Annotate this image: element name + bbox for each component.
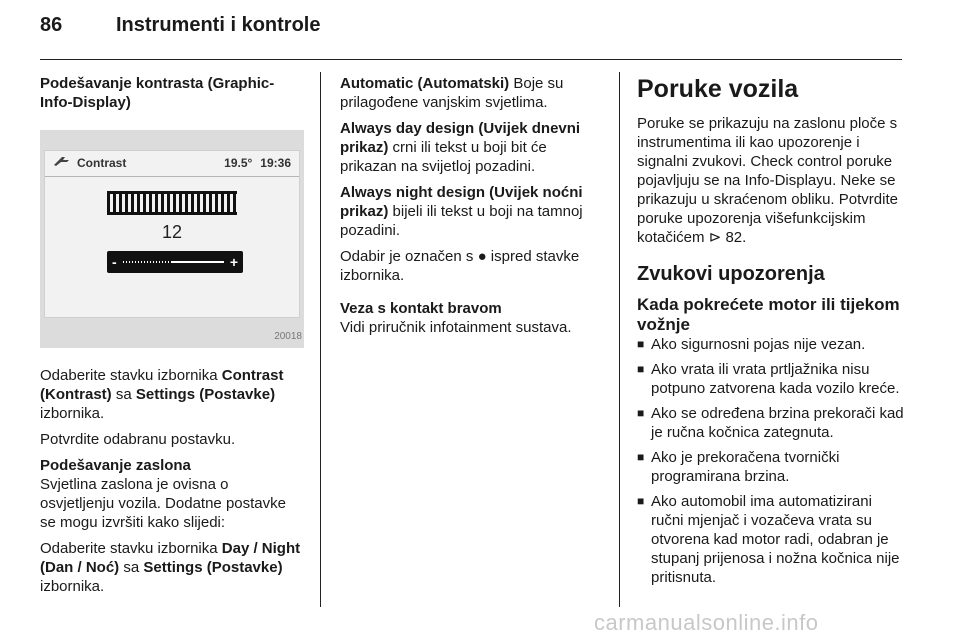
page-header [40,14,320,54]
list-item: ■ Ako automobil ima automatizirani ručni mjenjač i vozačeva vrata su otvorena kad motor radi, odabran je stupanj prijenosa i nožna kočnica nije pritisnuta. [637,492,905,587]
header-rule [40,59,902,60]
section-heading-contrast: Podešavanje kontrasta (Graphic-Info-Display) [40,75,275,111]
selected-dot-icon: ● [477,248,487,265]
column-divider [320,72,321,607]
paragraph: Odabir je označen s ● ispred stavke izbornika. [340,248,580,284]
paragraph: Potvrdite odabranu postavku. [40,431,236,448]
slider-track [123,261,224,263]
paragraph: Odaberite stavku izbornika Contrast (Kontrast) sa Settings (Postavke) izbornika. [40,367,284,422]
section-title-warning-chimes: Zvukovi upozorenja [637,263,825,285]
screen-title: Contrast [77,156,127,170]
paragraph: Odaberite stavku izbornika Day / Night (Dan / Noć) sa Settings (Postavke) izbornika. [40,540,301,595]
section-title-vehicle-messages: Poruke vozila [637,75,799,103]
paragraph: Vidi priručnik infotainment sustava. [340,319,572,336]
column-3 [637,74,905,593]
section-heading-ignition: Veza s kontakt bravom [340,300,502,317]
display-screen [44,150,300,318]
list-item: ■ Ako sigurnosni pojas nije vezan. [637,335,905,354]
minus-icon: - [112,253,117,270]
column-2 [340,74,602,344]
screen-status-bar [45,151,299,177]
contrast-value: 12 [161,222,183,242]
page-reference: ⊳ 82. [708,229,747,246]
list-item: ■ Ako se određena brzina prekorači kad je ručna kočnica zategnuta. [637,404,905,442]
option-day-design: Always day design (Uvijek dnevni prikaz) crni ili tekst u boji bit će prikazan na svijetloj pozadini. [340,120,581,175]
column-divider [619,72,620,607]
column-1 [40,74,304,603]
plus-icon: + [229,253,238,270]
page-number: 86 [40,14,63,36]
screen-temperature: 19.5° [224,156,253,170]
watermark: carmanualsonline.info [594,610,819,635]
contrast-slider [107,251,243,273]
chapter-title: Instrumenti i kontrole [116,14,321,36]
paragraph: Svjetlina zaslona je ovisna o osvjetljenju vozila. Dodatne postavke se mogu izvršiti kako slijedi: [40,476,286,531]
list-item: ■ Ako vrata ili vrata prtljažnika nisu potpuno zatvorena kada vozilo kreće. [637,360,905,398]
figure-id: 20018 [274,331,302,342]
settings-wrench-icon [53,154,71,173]
contrast-screen-figure [40,130,304,348]
section-heading-display: Podešavanje zaslona [40,457,191,474]
list-item: ■ Ako je prekoračena tvornički programirana brzina. [637,448,905,486]
option-automatic: Automatic (Automatski) Boje su prilagođene vanjskim svjetlima. [340,75,564,111]
contrast-test-pattern [107,191,237,215]
screen-time: 19:36 [260,156,291,170]
subheading-starting-engine: Kada pokrećete motor ili tijekom vožnje [637,295,900,334]
option-night-design: Always night design (Uvijek noćni prikaz) bijeli ili tekst u boji na tamnoj pozadini. [340,184,583,239]
warning-list [637,335,905,587]
paragraph: Poruke se prikazuju na zaslonu ploče s instrumentima ili kao upozorenje i signalni zvukovi. Check control poruke pojavljuju se na Info-Displayu. Neke se prikazuju u skraćenom obliku. Potvrdite poruke upozorenja višefunkcijskim kotačićem ⊳ 82. [637,115,898,246]
